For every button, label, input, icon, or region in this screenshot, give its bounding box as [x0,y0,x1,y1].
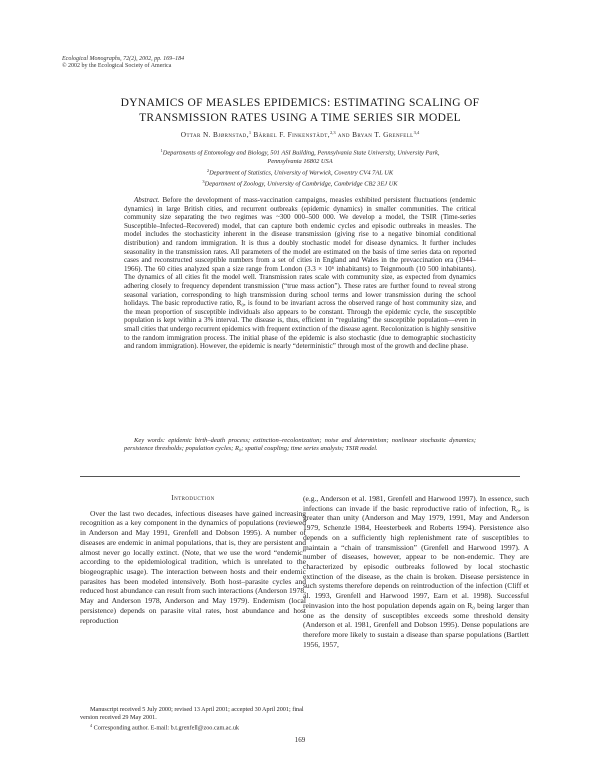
affiliation [40,167,560,178]
affiliation [40,178,560,189]
intro-paragraph-right: (e.g., Anderson et al. 1981, Grenfell and Harwood 1997). In essence, such infections can invade if the basic reproductive ratio of infection, R₀, is greater than unity (Anderson and May 1979, 1991, May and Anderson 1979, Schenzle 1984, Heesterbeek and Roberts 1994). Persistence also depends on a sufficiently high replenishment rate of susceptibles to maintain a “chain of transmission” (Grenfell and Harwood 1997). A number of diseases, however, appear to be non-endemic. They are characterized by episodic outbreaks followed by local stochastic extinction of the disease, as the chain is broken. Disease persistence in such systems therefore depends on reintroduction of the infection (Cliff et al. 1993, Grenfell and Harwood 1997, Earn et al. 1998). Successful reinvasion into the host population depends again on R₀ being larger than one as the density of susceptibles exceeds some threshold density (Anderson et al. 1981, Grenfell and Dobson 1995). Dense populations are therefore more likely to sustain a disease than sparse populations (Bartlett 1956, 1957, [303,494,529,649]
section-divider [80,476,520,477]
journal-copyright: © 2002 by the Ecological Society of America [62,63,172,70]
corresponding-author-text: Corresponding author. E-mail: b.t.grenfell@zoo.cam.ac.uk [93,724,240,732]
footnotes [80,702,306,733]
left-column [80,494,306,625]
keywords-label: Key words: [134,437,166,444]
section-heading-introduction: Introduction [171,494,215,502]
abstract-text: Before the development of mass-vaccination campaigns, measles exhibited persistent fluctuations (endemic dynamics) in large British cities, and recurrent outbreaks (epidemic dynamics) in smaller communities. The critical community size separating the two regimes was ~300 000–500 000. We develop a model, the TSIR (Time-series Susceptible–Infected–Recovered) model, that can capture both endemic cycles and episodic outbreaks in measles. The model includes the stochasticity inherent in the disease transmission (giving rise to a negative binomial conditional distribution) and random immigration. It is thus a doubly stochastic model for disease dynamics. It further includes seasonality in the transmission rates. All parameters of the model are estimated on the basis of time series data on reported cases and reconstructed susceptible numbers from a set of cities in England and Wales in the prevaccination era (1944–1966). The 60 cities analyzed span a size range from London (3.3 × 10⁶ inhabitants) to Teignmouth (10 500 inhabitants). The dynamics of all cities fit the model well. Transmission rates scale with community size, as expected from dynamics adhering closely to frequency dependent transmission (“true mass action”). These rates are further found to reveal strong seasonal variation, corresponding to high transmission during school terms and lower transmission during the school holidays. The basic reproductive ratio, R₀, is found to be invariant across the observed range of host community size, and the mean proportion of susceptible individuals also appears to be constant. Through the epidemic cycle, the susceptible population is kept within a 3% interval. The disease is, thus, efficient in “regulating” the susceptible population—even in small cities that undergo recurrent epidemics with frequent extinction of the disease agent. Recolonization is highly sensitive to the random immigration process. The initial phase of the epidemic is also stochastic (due to demographic stochasticity and random immigration). However, the epidemic is nearly “deterministic” through most of the growth and decline phase. [124,196,476,351]
page-number: 169 [294,736,306,744]
title-line-2: TRANSMISSION RATES USING A TIME SERIES SIR MODEL [139,111,461,124]
affiliation-mark: 3 [202,178,205,184]
author-affil-mark: 2,3 [329,130,336,135]
affiliation-text: Department of Statistics, University of Warwick, Coventry CV4 7AL UK [209,169,394,177]
paper-title [40,96,560,125]
affiliations [40,147,560,189]
author-list [40,130,560,139]
corresponding-author [80,722,306,733]
author-name: Bärbel F. Finkenstädt, [253,130,330,139]
manuscript-history: Manuscript received 5 July 2000; revised 13 April 2001; accepted 30 April 2001; final version received 29 May 2001. [80,706,304,721]
author-name: Ottar N. Bjørnstad, [180,130,249,139]
affiliation-continued: Pennsylvania 16802 USA [267,158,333,166]
right-column [303,494,529,650]
abstract [124,196,476,351]
affiliation [40,147,560,158]
keywords-text: epidemic birth–death process; extinction–recolonization; noise and determinism; nonlinear stochastic dynamics; persistence thresholds; population cycles; R₀; spatial coupling; time series analysis; TSIR model. [124,437,476,453]
abstract-label: Abstract. [134,196,160,204]
author-name: and Bryan T. Grenfell [337,130,414,139]
footnote-mark: 4 [90,723,93,728]
affiliation-mark: 1 [160,148,163,153]
keywords [124,437,476,454]
title-line-1: DYNAMICS OF MEASLES EPIDEMICS: ESTIMATING SCALING OF [120,97,480,109]
journal-citation: Ecological Monographs, 72(2), 2002, pp. 169–184 [62,56,185,62]
affiliation-text: Departments of Entomology and Biology, 501 ASI Building, Pennsylvania State University, University Park, [162,149,440,157]
affiliation-mark: 2 [206,167,210,173]
affiliation-text: Department of Zoology, University of Cambridge, Cambridge CB2 3EJ UK [204,180,398,188]
journal-header [62,56,282,70]
intro-paragraph-left: Over the last two decades, infectious diseases have gained increasing recognition as a key component in the dynamics of populations (reviewed in Anderson and May 1991, Grenfell and Dobson 1995). A number of diseases are endemic in animal populations, that is, they are persistent and almost never go locally extinct. (Note, that we use the word “endemic” according to the epidemiological tradition, which is unrelated to the biogeographic usage). The interaction between hosts and their endemic parasites has been modeled intensively. Both host–parasite cycles and reduced host abundance can result from such interactions (Anderson 1978, May and Anderson 1978, Anderson and May 1979). Endemism (local persistence) depends on parasite vital rates, host abundance and host reproduction [80,508,306,625]
author-affil-mark: 1 [248,130,252,135]
author-affil-mark: 3,4 [413,130,420,135]
